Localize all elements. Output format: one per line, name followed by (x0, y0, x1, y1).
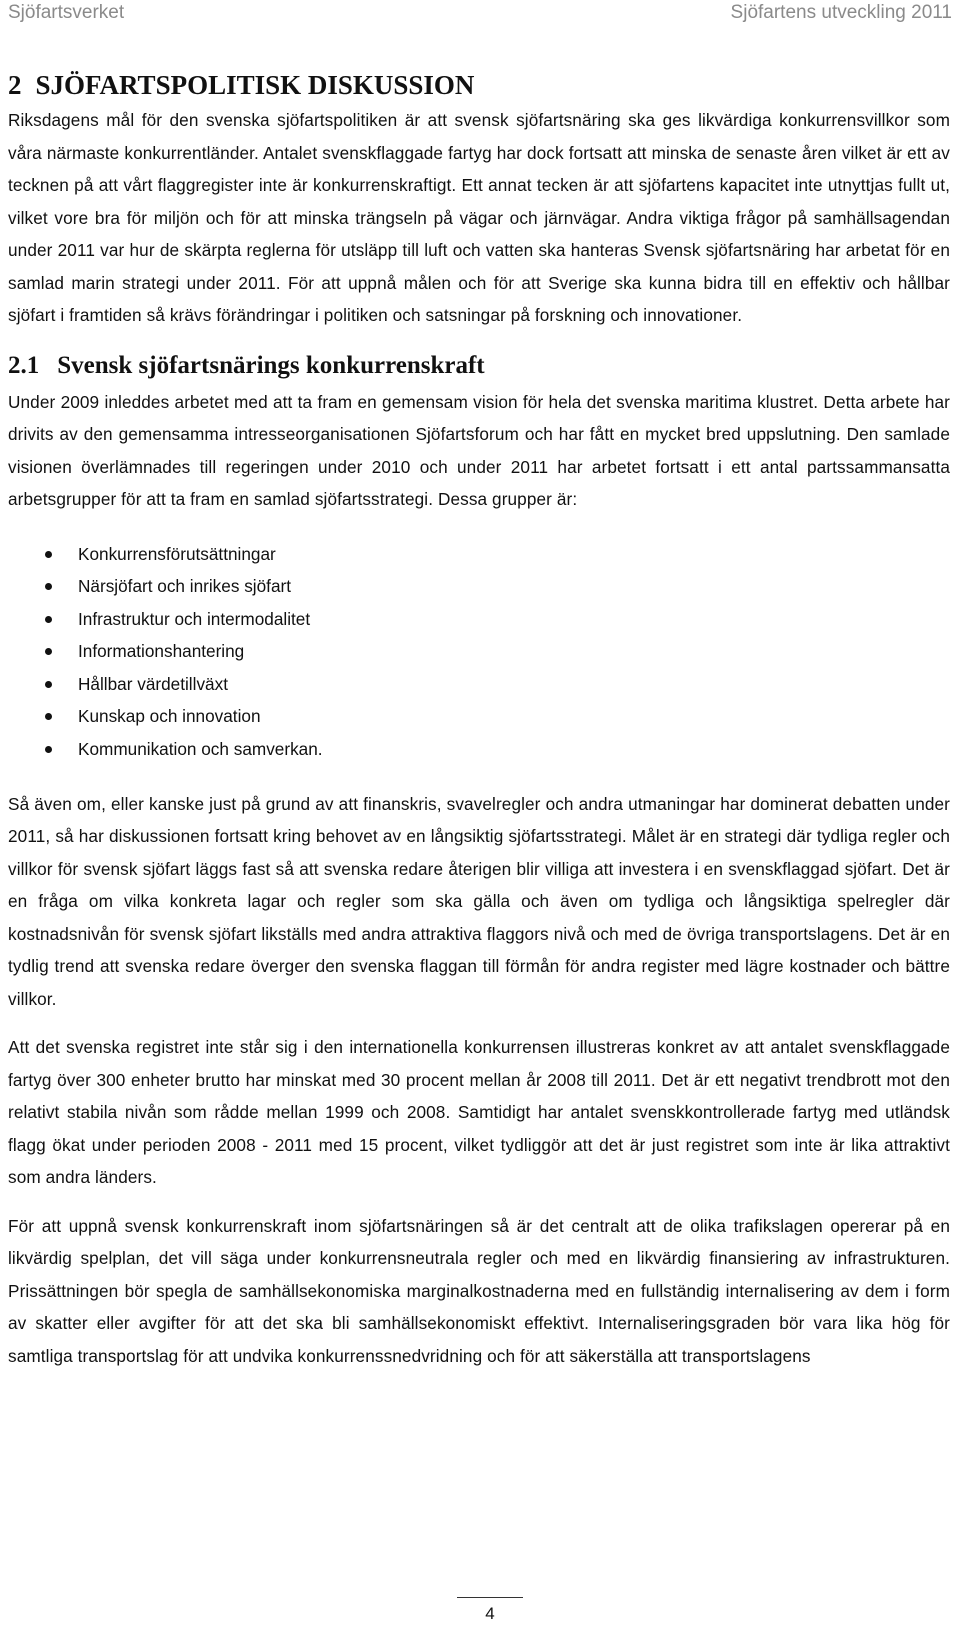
list-item-text: Kunskap och innovation (78, 706, 261, 727)
section-heading (8, 68, 950, 102)
subsection-heading (8, 346, 950, 386)
page-header (8, 2, 952, 28)
bullet-icon (45, 713, 52, 720)
list-item (8, 668, 950, 701)
footer-divider (457, 1597, 523, 1598)
header-report-title: Sjöfartens utveckling 2011 (730, 2, 952, 23)
list-item-text: Närsjöfart och inrikes sjöfart (78, 576, 292, 597)
list-item-text: Hållbar värdetillväxt (78, 673, 228, 694)
list-item (8, 733, 950, 766)
subsection-number: 2.1 (8, 351, 40, 379)
working-groups-list (8, 538, 950, 766)
list-item (8, 635, 950, 668)
page-content (8, 68, 950, 1372)
header-organization: Sjöfartsverket (8, 2, 125, 23)
list-item (8, 603, 950, 636)
list-item-text: Infrastruktur och intermodalitet (78, 608, 311, 629)
list-item (8, 700, 950, 733)
section-number: 2 (8, 70, 22, 100)
list-item (8, 570, 950, 603)
bullet-icon (45, 583, 52, 590)
page-number: 4 (485, 1604, 495, 1623)
subsection-title: Svensk sjöfartsnärings konkurrenskraft (57, 351, 485, 379)
list-item-text: Informationshantering (78, 641, 245, 662)
list-item-text: Kommunikation och samverkan. (78, 739, 323, 760)
subsection-intro-paragraph: Under 2009 inleddes arbetet med att ta fram en gemensam vision för hela det svenska maritima klustret. Detta arbete har drivits av den gemensamma intresseorganisationen Sjöfartsforum och har fått en mycket bred uppslutning. Den samlade visionen överlämnades till regeringen under 2010 och under 2011 har arbetet fortsatt i ett antal partssammansatta arbetsgrupper för att ta fram en samlad sjöfartsstrategi. Dessa grupper är: (8, 391, 950, 509)
section-paragraph: Riksdagens mål för den svenska sjöfartspolitiken är att svensk sjöfartsnäring ska ges likvärdiga konkurrensvillkor som våra närmaste konkurrentländer. Antalet svenskflaggade fartyg har dock fortsatt att minska de senaste åren vilket är ett av tecknen på att vårt flaggregister inte är konkurrenskraftigt. Ett annat tecken är att sjöfartens kapacitet inte utnyttjas fullt ut, vilket vore bra för miljön och för att minska trängseln på vägar och järnvägar. Andra viktiga frågor på samhällsagendan under 2011 var hur de skärpta reglerna för utsläpp till luft och vatten ska hanteras Svensk sjöfartsnäring har arbetat för en samlad marin strategi under 2011. För att uppnå målen och för att Sverige ska kunna bidra till en effektiv och hållbar sjöfart i framtiden så krävs förändringar i politiken och satsningar på forskning och innovationer. (8, 110, 950, 325)
list-item (8, 538, 950, 571)
body-paragraph-competitiveness: För att uppnå svensk konkurrenskraft inom sjöfartsnäringen så är det centralt att de olika trafikslagen opererar på en likvärdig spelplan, det vill säga under konkurrensneutrala regler och med en likvärdig finansiering av infrastrukturen. Prissättningen bör spegla de samhällsekonomiska marginalkostnaderna med en fullständig internalisering av dem i form av skatter eller avgifter för att det ska bli samhällsekonomiskt effektivt. Internaliseringsgraden bör vara lika hög för samtliga transportslag för att undvika konkurrenssnedvridning och för att säkerställa att transportslagens (8, 1215, 950, 1366)
bullet-icon (45, 648, 52, 655)
body-paragraph-register: Att det svenska registret inte står sig i den internationella konkurrensen illustreras konkret av att antalet svenskflaggade fartyg över 300 enheter brutto har minskat med 30 procent mellan år 2008 till 2011. Det är ett negativt trendbrott mot den relativt stabila nivån som rådde mellan 1999 och 2008. Samtidigt har antalet svenskkontrollerade fartyg med utländsk flagg ökat under perioden 2008 - 2011 med 15 procent, vilket tydliggör att det är just registret som inte är lika attraktivt som andra länders. (8, 1037, 950, 1188)
bullet-icon (45, 551, 52, 558)
section-title: SJÖFARTSPOLITISK DISKUSSION (35, 70, 475, 100)
list-item-text: Konkurrensförutsättningar (78, 543, 276, 564)
bullet-icon (45, 746, 52, 753)
bullet-icon (45, 681, 52, 688)
body-paragraph-strategy: Så även om, eller kanske just på grund av att finanskris, svavelregler och andra utmaningar har dominerat debatten under 2011, så har diskussionen fortsatt kring behovet av en långsiktig sjöfartsstrategi. Målet är en strategi där tydliga regler och villkor för svensk sjöfart läggs fast så att svenska redare återigen blir villiga att investera i en svenskflaggad sjöfart. Det är en fråga om vilka konkreta lagar och regler som ska gälla och även om tydliga och långsiktiga spelregler där kostnadsnivån för svensk sjöfart likställs med andra attraktiva flaggors nivå och med de övriga transportslagens. Det är en tydlig trend att svenska redare överger den svenska flaggan till förmån för andra register med lägre kostnader och bättre villkor. (8, 793, 950, 1009)
bullet-icon (45, 616, 52, 623)
